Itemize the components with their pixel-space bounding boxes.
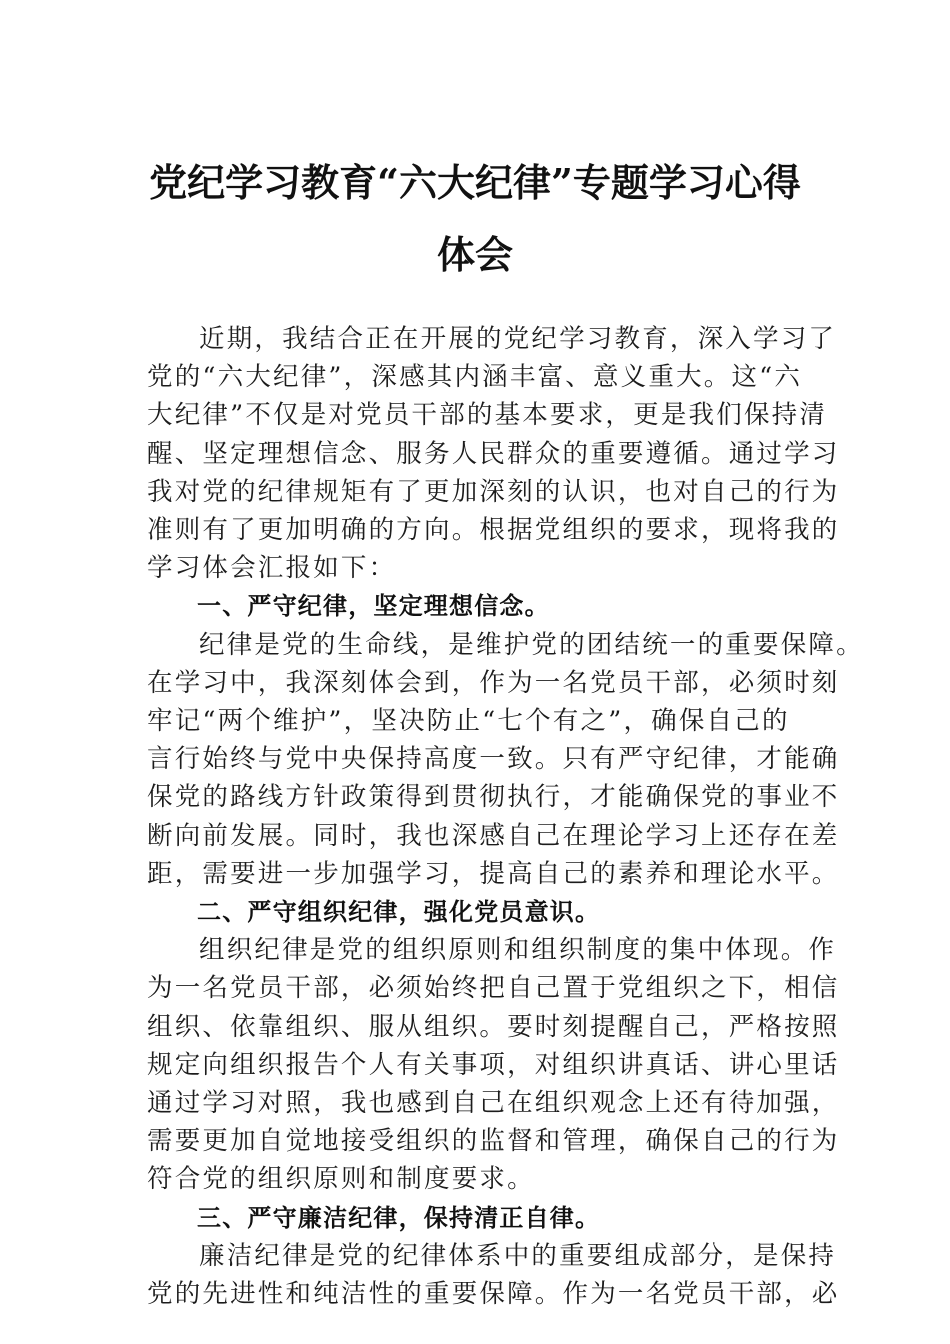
document-body (147, 320, 864, 1313)
section-1-paragraph (147, 626, 864, 893)
section-heading-1: 一、严守纪律，坚定理想信念。 (197, 592, 550, 621)
text-line: 醒、坚定理想信念、服务人民群众的重要遵循。通过学习 (147, 438, 840, 469)
document-title-line-2: 体会 (436, 232, 513, 277)
section-3-paragraph (147, 1237, 840, 1313)
section-2-paragraph (147, 931, 840, 1198)
text-line: 距，需要进一步加强学习，提高自己的素养和理论水平。 (147, 858, 840, 889)
text-line: 牢记“两个维护”，坚决防止“七个有之”，确保自己的 (147, 706, 790, 737)
text-line: 为一名党员干部，必须始终把自己置于党组织之下，相信 (147, 973, 840, 1004)
text-line: 近期，我结合正在开展的党纪学习教育，深入学习了 (199, 324, 837, 354)
text-line: 言行始终与党中央保持高度一致。只有严守纪律，才能确 (147, 744, 840, 775)
intro-paragraph (147, 320, 840, 587)
text-line: 廉洁纪律是党的纪律体系中的重要组成部分，是保持 (199, 1240, 837, 1271)
text-line: 学习体会汇报如下： (147, 553, 397, 584)
text-line: 大纪律”不仅是对党员干部的基本要求，更是我们保持清 (147, 400, 828, 431)
text-line: 通过学习对照，我也感到自己在组织观念上还有待加强， (147, 1088, 840, 1119)
text-line: 组织纪律是党的组织原则和组织制度的集中体现。作 (199, 935, 837, 966)
text-line: 符合党的组织原则和制度要求。 (147, 1164, 535, 1195)
text-line: 断向前发展。同时，我也深感自己在理论学习上还存在差 (147, 820, 840, 851)
text-line: 规定向组织报告个人有关事项，对组织讲真话、讲心里话 (147, 1049, 840, 1080)
text-line: 准则有了更加明确的方向。根据党组织的要求，现将我的 (147, 515, 840, 546)
text-line: 在学习中，我深刻体会到，作为一名党员干部，必须时刻 (147, 667, 840, 698)
text-line: 组织、依靠组织、服从组织。要时刻提醒自己，严格按照 (147, 1011, 840, 1042)
text-line: 党的先进性和纯洁性的重要保障。作为一名党员干部，必 (147, 1279, 840, 1310)
section-heading-2: 二、严守组织纪律，强化党员意识。 (197, 898, 601, 927)
text-line: 保党的路线方针政策得到贯彻执行，才能确保党的事业不 (147, 782, 840, 813)
section-heading-3: 三、严守廉洁纪律，保持清正自律。 (197, 1203, 601, 1232)
text-line: 纪律是党的生命线，是维护党的团结统一的重要保障。 (199, 629, 864, 660)
text-line: 我对党的纪律规矩有了更加深刻的认识，也对自己的行为 (147, 476, 840, 507)
text-line: 需要更加自觉地接受组织的监督和管理，确保自己的行为 (147, 1126, 840, 1157)
text-line: 党的“六大纪律”，深感其内涵丰富、意义重大。这“六 (147, 362, 803, 393)
document-title-line-1: 党纪学习教育“六大纪律”专题学习心得 (149, 160, 801, 205)
